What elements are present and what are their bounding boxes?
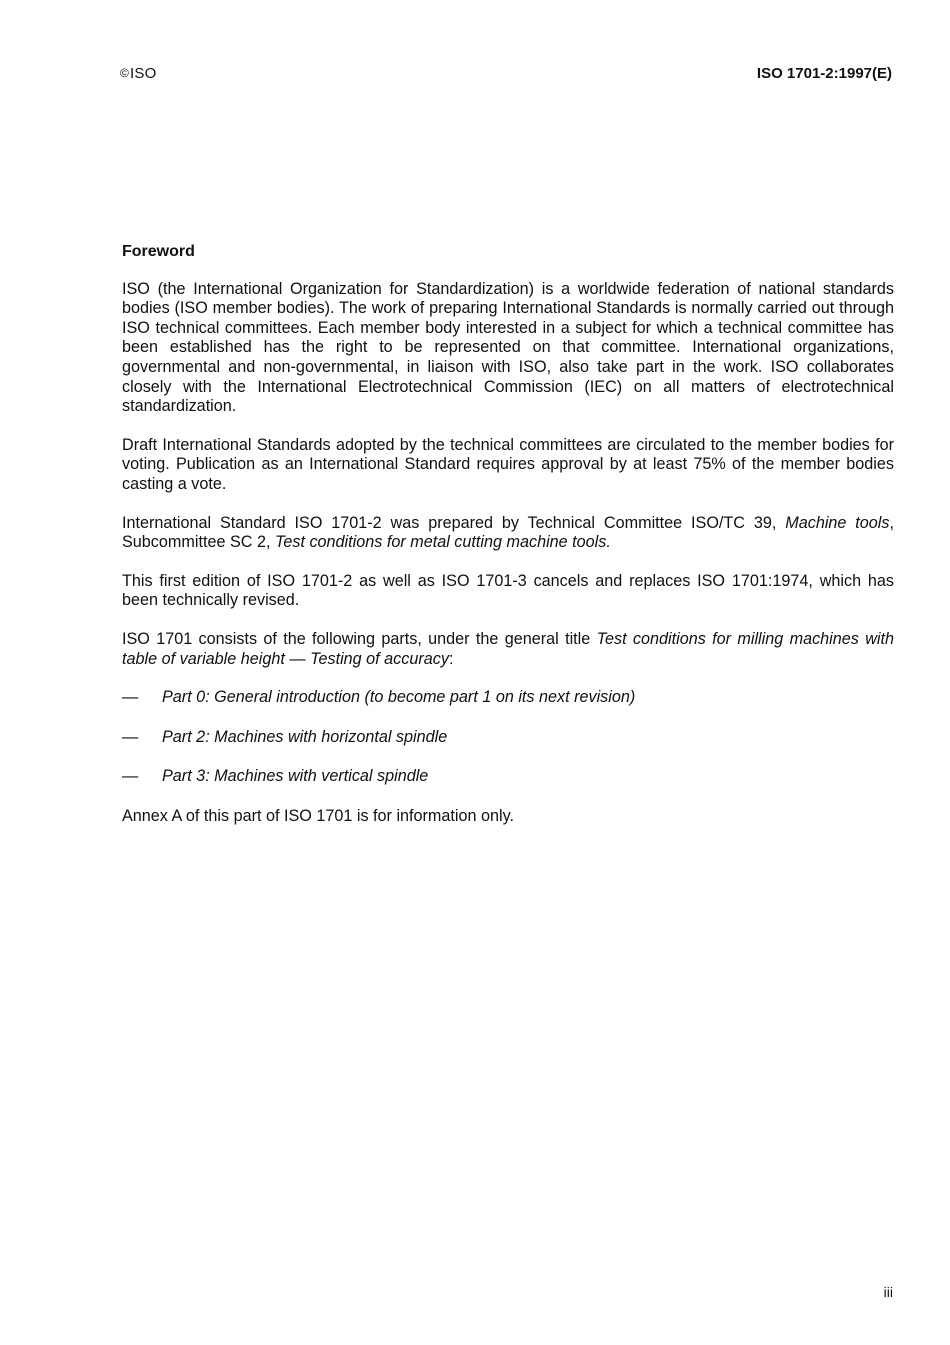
prepared-by-text-2: , Subcommittee SC 2, [122, 513, 894, 552]
paragraph-prepared-by [122, 514, 894, 553]
foreword-section [122, 242, 894, 845]
prepared-by-text-1: International Standard ISO 1701-2 was prepared by Technical Committee ISO/TC 39, [122, 513, 786, 532]
prepared-by-subcommittee-title: Test conditions for metal cutting machine tools. [274, 533, 611, 552]
paragraph-parts-intro [122, 630, 894, 669]
paragraph-annex-note: Annex A of this part of ISO 1701 is for information only. [122, 806, 515, 825]
list-dash: — [122, 767, 139, 786]
header-document-id: ISO 1701-2:1997(E) [756, 65, 892, 82]
parts-intro-text-2: : [448, 649, 454, 668]
paragraph-edition-note: This first edition of ISO 1701-2 as well as ISO 1701-3 cancels and replaces ISO 1701:1974, which has been technically revised. [122, 571, 894, 610]
list-item-label: Part 2: Machines with horizontal spindle [162, 727, 448, 746]
parts-general-title: Test conditions for milling machines with table of variable height — Testing of accuracy [122, 629, 894, 668]
list-dash: — [122, 727, 139, 746]
list-dash: — [122, 688, 139, 707]
page-number: iii [883, 1284, 893, 1300]
list-item-part-2 [122, 728, 894, 748]
header-copyright [120, 65, 157, 82]
parts-intro-text-1: ISO 1701 consists of the following parts, under the general title [122, 629, 597, 648]
list-item-part-0 [122, 688, 894, 708]
list-item-label: Part 0: General introduction (to become part 1 on its next revision) [162, 688, 636, 707]
list-item-label: Part 3: Machines with vertical spindle [162, 767, 429, 786]
prepared-by-committee-title: Machine tools [785, 513, 890, 532]
list-item-part-3 [122, 767, 894, 787]
copyright-symbol: © [120, 66, 130, 80]
foreword-heading: Foreword [122, 243, 195, 260]
paragraph-iso-intro: ISO (the International Organization for Standardization) is a worldwide federation of national standards bodies (ISO member bodies). The work of preparing International Standards is normally carried out through ISO technical committees. Each member body interested in a subject for which a technical committee has been established has the right to be represented on that committee. International organizations, governmental and non-governmental, in liaison with ISO, also take part in the work. ISO collaborates closely with the International Electrotechnical Commission (IEC) on all matters of electrotechnical standardization. [122, 279, 894, 416]
header-org: ISO [130, 65, 157, 82]
paragraph-draft-standards: Draft International Standards adopted by the technical committees are circulated to the member bodies for voting. Publication as an International Standard requires approval by at least 75% of the member bodies casting a vote. [122, 435, 894, 493]
